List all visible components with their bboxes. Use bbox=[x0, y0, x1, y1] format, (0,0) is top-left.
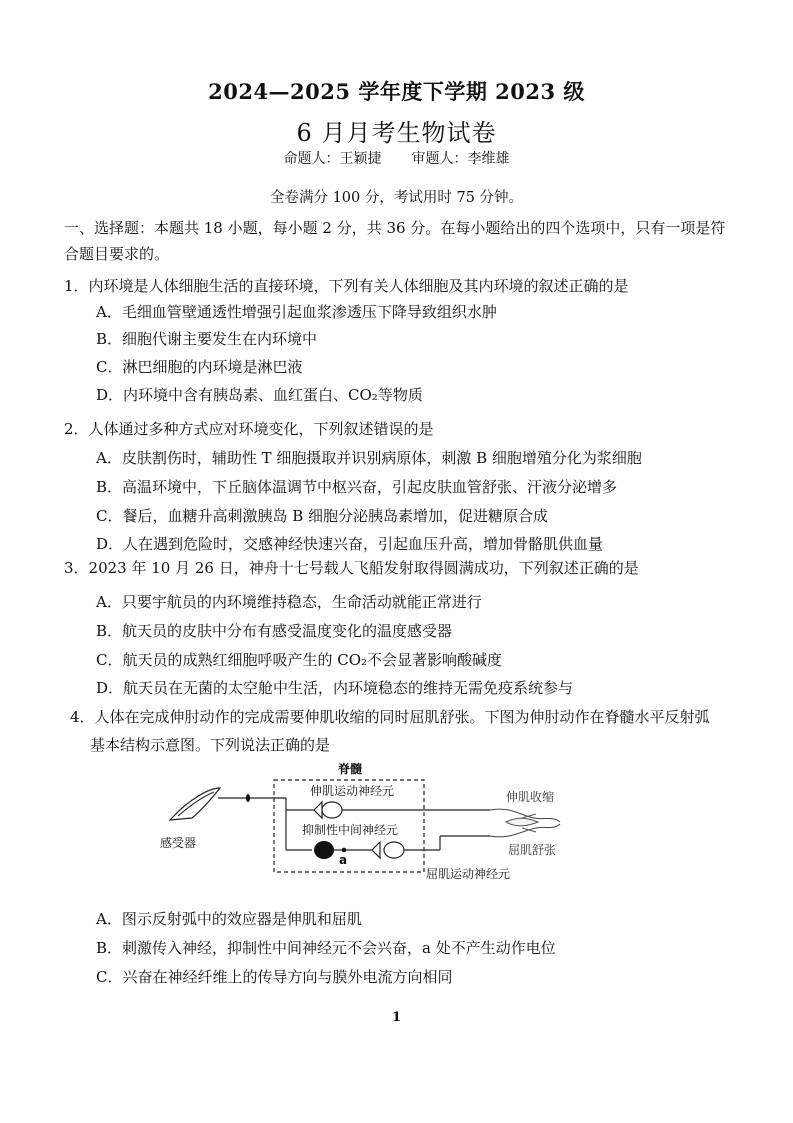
point-a-label: a bbox=[339, 853, 348, 867]
receptor-inner bbox=[178, 792, 214, 816]
flexor-motor-neuron-body bbox=[384, 842, 404, 858]
question-4-option-c: C．兴奋在神经纤维上的传导方向与膜外电流方向相同 bbox=[96, 968, 453, 986]
flexor-motor-neuron-label: 屈肌运动神经元 bbox=[426, 867, 511, 881]
question-4-stem-line1: 4．人体在完成伸肘动作的完成需要伸肌收缩的同时屈肌舒张。下图为伸肘动作在脊髓水平反射弧 bbox=[70, 708, 710, 726]
question-1-option-d: D．内环境中含有胰岛素、血红蛋白、CO₂等物质 bbox=[96, 386, 423, 404]
afferent-cell-body bbox=[246, 794, 250, 802]
question-1-option-a: A．毛细血管壁通透性增强引起血浆渗透压下降导致组织水肿 bbox=[96, 303, 497, 321]
reviewer-label: 审题人：李维雄 bbox=[411, 151, 510, 167]
authors-line bbox=[0, 148, 793, 168]
page-number: 1 bbox=[391, 1010, 402, 1025]
spinal-cord-label: 脊髓 bbox=[338, 762, 363, 776]
question-3-option-c: C．航天员的成熟红细胞呼吸产生的 CO₂不会显著影响酸碱度 bbox=[96, 651, 503, 669]
exam-title-line2: 6 月月考生物试卷 bbox=[296, 119, 497, 147]
extensor-motor-neuron-body bbox=[322, 802, 342, 818]
question-3-option-a: A．只要宇航员的内环境维持稳态，生命活动就能正常进行 bbox=[96, 593, 482, 611]
exam-note: 全卷满分 100 分，考试用时 75 分钟。 bbox=[269, 190, 524, 206]
flexor-relax-label: 屈肌舒张 bbox=[508, 843, 557, 857]
question-4-stem-line2: 基本结构示意图。下列说法正确的是 bbox=[90, 736, 331, 754]
inhibitory-interneuron-label: 抑制性中间神经元 bbox=[302, 823, 399, 837]
extensor-motor-neuron-label: 伸肌运动神经元 bbox=[310, 784, 395, 798]
extensor-contract-label: 伸肌收缩 bbox=[506, 790, 555, 804]
question-1-option-b: B．细胞代谢主要发生在内环境中 bbox=[96, 330, 318, 348]
question-1-option-c: C．淋巴细胞的内环境是淋巴液 bbox=[96, 358, 303, 376]
reflex-arc-diagram bbox=[150, 758, 590, 888]
question-2-option-b: B．高温环境中，下丘脑体温调节中枢兴奋，引起皮肤血管舒张、汗液分泌增多 bbox=[96, 478, 618, 496]
point-a-marker bbox=[342, 848, 347, 853]
exam-title-line1: 2024—2025 学年度下学期 2023 级 bbox=[208, 79, 585, 104]
question-2-option-c: C．餐后，血糖升高刺激胰岛 B 细胞分泌胰岛素增加，促进糖原合成 bbox=[96, 507, 549, 525]
author-label: 命题人：王颖捷 bbox=[283, 151, 382, 167]
extensor-synapse bbox=[314, 802, 322, 818]
question-3-stem: 3．2023 年 10 月 26 日，神舟十七号载人飞船发射取得圆满成功，下列叙述正确的是 bbox=[64, 559, 639, 577]
muscle-shape bbox=[506, 818, 538, 826]
question-2-stem: 2．人体通过多种方式应对环境变化，下列叙述错误的是 bbox=[64, 420, 434, 438]
question-3-option-b: B．航天员的皮肤中分布有感受温度变化的温度感受器 bbox=[96, 622, 453, 640]
question-3-option-d: D．航天员在无菌的太空舱中生活，内环境稳态的维持无需免疫系统参与 bbox=[96, 679, 574, 697]
inhibitory-interneuron-body bbox=[314, 841, 334, 859]
question-4-option-b: B．刺激传入神经，抑制性中间神经元不会兴奋，a 处不产生动作电位 bbox=[96, 939, 556, 957]
question-2-option-d: D．人在遇到危险时，交感神经快速兴奋，引起血压升高，增加骨骼肌供血量 bbox=[96, 535, 604, 553]
receptor-label: 感受器 bbox=[160, 836, 197, 850]
section-instructions: 一、选择题：本题共 18 小题，每小题 2 分，共 36 分。在每小题给出的四个选项中，只有一项是符合题目要求的。 bbox=[64, 219, 726, 263]
question-4-option-a: A．图示反射弧中的效应器是伸肌和屈肌 bbox=[96, 910, 362, 928]
question-1-stem: 1．内环境是人体细胞生活的直接环境，下列有关人体细胞及其内环境的叙述正确的是 bbox=[64, 277, 629, 295]
flexor-synapse bbox=[372, 842, 380, 858]
question-2-option-a: A．皮肤割伤时，辅助性 T 细胞摄取并识别病原体，刺激 B 细胞增殖分化为浆细胞 bbox=[96, 449, 642, 467]
